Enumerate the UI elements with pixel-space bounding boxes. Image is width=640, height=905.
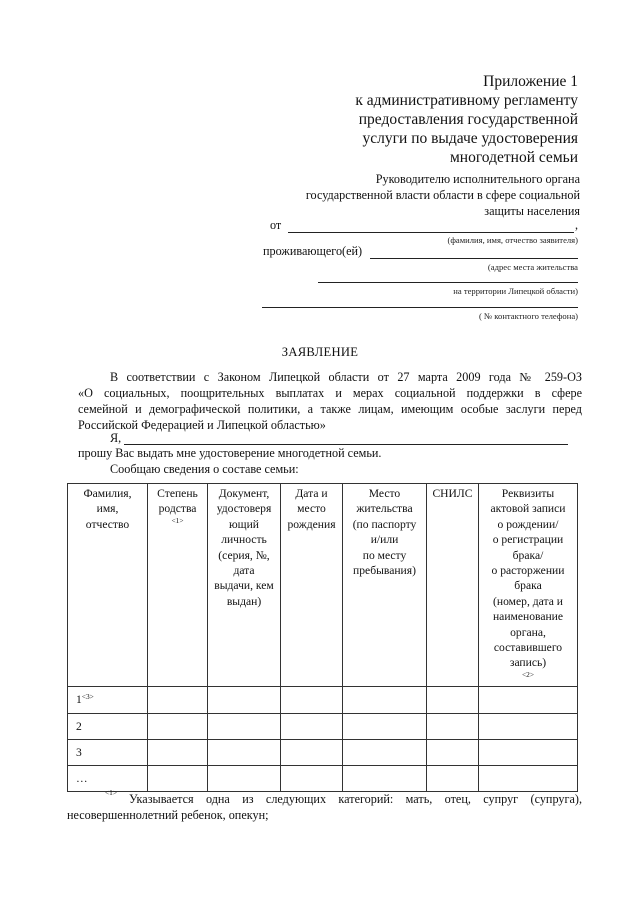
table-cell[interactable] <box>281 687 343 714</box>
phone-field[interactable] <box>262 307 578 308</box>
row-footnote-ref: <3> <box>81 692 94 702</box>
footnote-block <box>67 788 582 823</box>
table-cell[interactable] <box>427 714 479 740</box>
appendix-line: услуги по выдаче удостоверения <box>362 130 578 147</box>
applicant-name-field[interactable] <box>288 232 574 233</box>
table-cell[interactable] <box>208 766 281 792</box>
recipient-line: Руководителю исполнительного органа <box>375 172 580 186</box>
header-line: родства <box>158 502 197 516</box>
header-line: наименование <box>492 610 564 624</box>
law-line-3: Российской Федерацией и Липецкой областью» <box>78 418 326 432</box>
header-line: запись) <box>509 656 547 670</box>
recipient-line: защиты населения <box>484 204 580 218</box>
family-table <box>67 483 578 792</box>
law-line-2: семейной и демографической политики, а также лицам, имеющим особые заслуги перед <box>78 402 582 416</box>
header-line: жительства <box>356 502 413 516</box>
address-field-continued[interactable] <box>318 282 578 283</box>
header-line: личность <box>221 533 267 547</box>
row-number: 1 <box>76 693 82 707</box>
header-line: удостоверя <box>216 502 272 516</box>
applicant-name-hint: (фамилия, имя, отчество заявителя) <box>447 235 578 245</box>
table-cell[interactable] <box>281 766 343 792</box>
table-cell[interactable] <box>343 766 427 792</box>
header-line: составившего <box>493 641 563 655</box>
header-line: брака/ <box>512 548 544 562</box>
row-number-cell <box>68 687 148 714</box>
phone-hint: ( № контактного телефона) <box>478 311 578 321</box>
table-cell[interactable] <box>148 687 208 714</box>
details-footnote-ref: <2> <box>521 669 535 679</box>
appendix-line: Приложение 1 <box>483 73 578 90</box>
footnote-line-1 <box>67 788 582 807</box>
header-birth <box>281 484 343 687</box>
address-hint: (адрес места жительства <box>487 262 578 272</box>
appendix-line: многодетной семьи <box>449 149 578 166</box>
header-line: о расторжении <box>491 564 565 578</box>
header-line: о рождении/ <box>497 517 559 531</box>
table-cell[interactable] <box>427 687 479 714</box>
table-header-row <box>68 484 578 687</box>
header-line: имя, <box>96 502 119 516</box>
header-line: рождения <box>287 517 336 531</box>
recipient-line: государственной власти области в сфере социальной <box>305 188 580 202</box>
table-cell[interactable] <box>148 714 208 740</box>
table-cell[interactable] <box>427 766 479 792</box>
header-document <box>208 484 281 687</box>
from-comma: , <box>575 218 579 232</box>
header-line: (серия, №, <box>218 548 270 562</box>
header-details <box>479 484 578 687</box>
table-cell[interactable] <box>479 687 578 714</box>
header-line: (номер, дата и <box>493 594 563 608</box>
row-number-cell <box>68 714 148 740</box>
table-cell[interactable] <box>148 740 208 766</box>
row-number: … <box>76 771 88 785</box>
table-row <box>68 740 578 766</box>
header-snils <box>427 484 479 687</box>
row-number: 3 <box>76 745 82 759</box>
relation-footnote-ref: <1> <box>171 515 184 525</box>
residing-label: проживающего(ей) <box>263 244 363 258</box>
header-line: место <box>297 502 326 516</box>
i-label: Я, <box>110 431 122 445</box>
table-row <box>68 766 578 792</box>
header-relation <box>148 484 208 687</box>
header-line: и/или <box>370 533 399 547</box>
table-cell[interactable] <box>479 714 578 740</box>
table-cell[interactable] <box>208 714 281 740</box>
table-cell[interactable] <box>479 766 578 792</box>
document-title: ЗАЯВЛЕНИЕ <box>281 345 359 359</box>
table-cell[interactable] <box>343 740 427 766</box>
appendix-line: к административному регламенту <box>355 92 578 109</box>
table-cell[interactable] <box>427 740 479 766</box>
header-line: отчество <box>85 517 130 531</box>
table-cell[interactable] <box>208 740 281 766</box>
law-line-1: «О социальных, поощрительных выплатах и мерах социальной поддержки в сфере <box>78 386 582 400</box>
appendix-header <box>355 72 578 167</box>
header-line: брака <box>514 579 542 593</box>
header-line: о регистрации <box>492 533 564 547</box>
appendix-line: предоставления государственной <box>358 111 578 128</box>
header-line: Дата и <box>295 487 328 500</box>
table-cell[interactable] <box>343 687 427 714</box>
header-line: Реквизиты <box>501 487 555 500</box>
header-line: ющий <box>229 517 259 531</box>
table-cell[interactable] <box>343 714 427 740</box>
territory-hint: на территории Липецкой области) <box>453 286 578 296</box>
composition-line: Сообщаю сведения о составе семьи: <box>110 462 299 476</box>
footnote-text-1: Указывается одна из следующих категорий: мать, отец, супруг (супруга), <box>129 792 582 806</box>
from-label: от <box>270 218 282 232</box>
table-row <box>68 687 578 714</box>
header-line: выдачи, кем <box>214 579 274 593</box>
row-number: 2 <box>76 719 82 733</box>
table-cell[interactable] <box>281 714 343 740</box>
footnote-line-2: несовершеннолетний ребенок, опекун; <box>67 808 269 822</box>
header-line: дата <box>233 564 255 578</box>
table-cell[interactable] <box>281 740 343 766</box>
body-lead-line: В соответствии с Законом Липецкой области от 27 марта 2009 года № 259-ОЗ <box>110 370 582 384</box>
table-cell[interactable] <box>479 740 578 766</box>
header-line: выдан) <box>226 594 262 608</box>
address-field[interactable] <box>370 258 578 259</box>
header-name <box>68 484 148 687</box>
header-line: СНИЛС <box>432 487 473 500</box>
header-line: пребывания) <box>353 564 416 578</box>
header-line: органа, <box>510 625 546 639</box>
table-row <box>68 714 578 740</box>
header-residence <box>343 484 427 687</box>
header-line: Место <box>368 487 401 500</box>
request-line: прошу Вас выдать мне удостоверение многодетной семьи. <box>78 446 382 460</box>
header-line: Фамилия, <box>83 487 132 500</box>
header-line: актовой записи <box>490 502 566 516</box>
recipient-block <box>306 171 580 219</box>
header-line: (по паспорту <box>352 517 417 531</box>
footnote-ref: <1> <box>105 788 118 797</box>
table-cell[interactable] <box>148 766 208 792</box>
row-number-cell <box>68 740 148 766</box>
table-cell[interactable] <box>208 687 281 714</box>
header-line: Документ, <box>218 487 270 500</box>
header-line: Степень <box>157 487 198 500</box>
header-line: по месту <box>362 548 407 562</box>
